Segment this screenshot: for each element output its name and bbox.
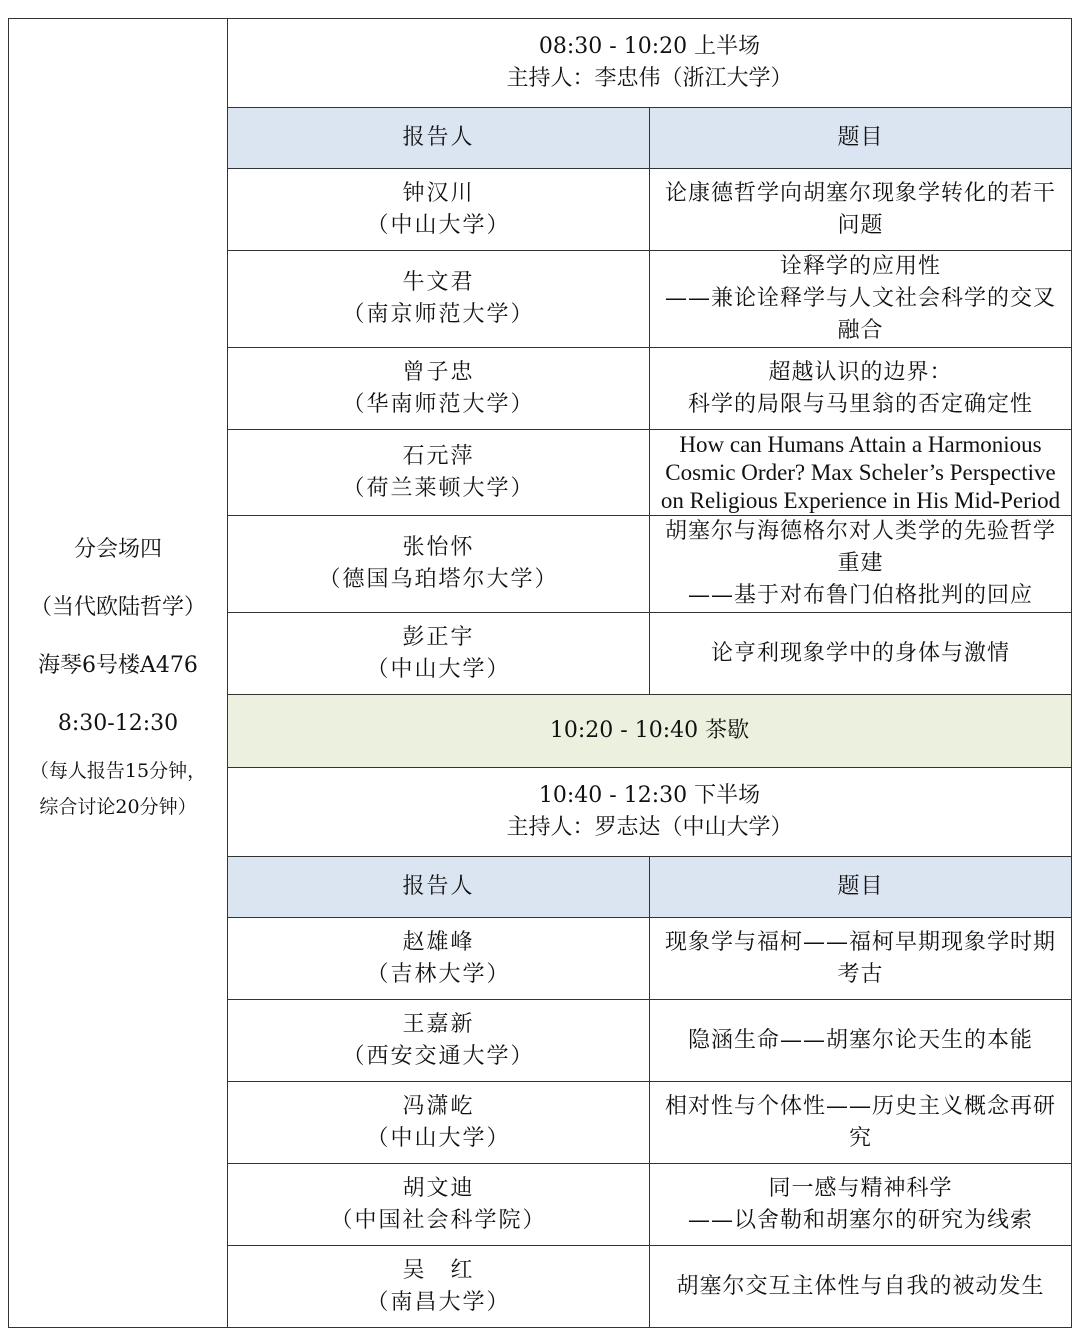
speaker-name: 曾子忠 <box>402 359 475 385</box>
topic-subtitle: ——以舍勒和胡塞尔的研究为线索 <box>687 1207 1033 1233</box>
speaker-cell <box>228 169 650 251</box>
topic-cell <box>650 516 1072 613</box>
speaker-name: 吴 红 <box>402 1257 475 1283</box>
venue-topic: （当代欧陆哲学） <box>29 595 206 620</box>
topic-title: 同一感与精神科学 <box>768 1175 953 1201</box>
venue-note-line2: 综合讨论20分钟） <box>39 796 197 818</box>
speaker-cell <box>228 613 650 695</box>
venue-time: 8:30-12:30 <box>57 711 179 736</box>
speaker-affiliation: （中山大学） <box>366 656 511 682</box>
speaker-name: 冯潇屹 <box>402 1093 475 1119</box>
venue-name: 分会场四 <box>73 537 162 562</box>
speaker-affiliation: （荷兰莱顿大学） <box>342 475 535 501</box>
speaker-cell <box>228 1246 650 1328</box>
topic-title: 论康德哲学向胡塞尔现象学转化的若干问题 <box>664 180 1056 238</box>
speaker-cell <box>228 1164 650 1246</box>
topic-cell <box>650 918 1072 1000</box>
tea-break: 10:20 - 10:40 茶歇 <box>228 695 1072 768</box>
topic-cell <box>650 348 1072 430</box>
speaker-cell <box>228 516 650 613</box>
topic-title: 隐涵生命——胡塞尔论天生的本能 <box>687 1027 1033 1053</box>
speaker-name: 钟汉川 <box>402 180 475 206</box>
topic-cell <box>650 613 1072 695</box>
speaker-cell <box>228 918 650 1000</box>
topic-cell <box>650 251 1072 348</box>
topic-title: 超越认识的边界： <box>768 359 953 385</box>
schedule-table <box>8 18 1072 1328</box>
venue-note-line1: （每人报告15分钟， <box>29 760 207 782</box>
topic-cell <box>650 1000 1072 1082</box>
topic-subtitle: ——兼论诠释学与人文社会科学的交叉融合 <box>664 286 1056 343</box>
session2-time: 10:40 - 12:30 下半场 <box>538 783 761 808</box>
topic-cell <box>650 1082 1072 1164</box>
speaker-name: 彭正宇 <box>402 624 475 650</box>
speaker-name: 赵雄峰 <box>402 929 475 955</box>
speaker-name: 石元萍 <box>402 443 475 469</box>
speaker-affiliation: （南京师范大学） <box>342 302 535 327</box>
venue-cell <box>9 19 228 1328</box>
topic-title: 论亨利现象学中的身体与激情 <box>710 640 1010 666</box>
topic-cell <box>650 430 1072 516</box>
speaker-name: 胡文迪 <box>402 1175 475 1201</box>
topic-subtitle: ——基于对布鲁门伯格批判的回应 <box>687 583 1033 608</box>
session2-host: 主持人：罗志达（中山大学） <box>506 815 793 840</box>
session2-info <box>228 768 1072 857</box>
session1-host: 主持人：李忠伟（浙江大学） <box>506 66 793 91</box>
topic-title: 现象学与福柯——福柯早期现象学时期考古 <box>664 929 1056 987</box>
topic-title: 相对性与个体性——历史主义概念再研究 <box>664 1093 1056 1151</box>
speaker-cell <box>228 251 650 348</box>
session1-time: 08:30 - 10:20 上半场 <box>538 34 761 59</box>
speaker-affiliation: （中山大学） <box>366 212 511 238</box>
speaker-affiliation: （西安交通大学） <box>342 1043 535 1069</box>
speaker-cell <box>228 1000 650 1082</box>
speaker-name: 王嘉新 <box>402 1011 475 1037</box>
speaker-column-header: 报告人 <box>228 857 650 918</box>
speaker-name: 张怡怀 <box>402 535 475 560</box>
speaker-affiliation: （德国乌珀塔尔大学） <box>318 567 559 592</box>
topic-cell <box>650 1246 1072 1328</box>
speaker-affiliation: （华南师范大学） <box>342 391 535 417</box>
speaker-affiliation: （吉林大学） <box>366 961 511 987</box>
topic-cell <box>650 169 1072 251</box>
venue-location: 海琴6号楼A476 <box>38 653 198 678</box>
topic-subtitle: 科学的局限与马里翁的否定确定性 <box>687 391 1033 417</box>
topic-column-header: 题目 <box>650 857 1072 918</box>
topic-title: 诠释学的应用性 <box>779 254 941 279</box>
speaker-cell <box>228 430 650 516</box>
speaker-cell <box>228 1082 650 1164</box>
topic-title: How can Humans Attain a Harmonious Cosmic Order? Max Scheler’s Perspective on Religious Experience in His Mid-Period <box>660 431 1061 513</box>
speaker-affiliation: （中国社会科学院） <box>330 1207 547 1233</box>
speaker-affiliation: （中山大学） <box>366 1125 511 1151</box>
speaker-affiliation: （南昌大学） <box>366 1289 511 1315</box>
speaker-name: 牛文君 <box>402 270 475 295</box>
topic-title: 胡塞尔与海德格尔对人类学的先验哲学重建 <box>664 519 1056 576</box>
speaker-column-header: 报告人 <box>228 108 650 169</box>
session1-header-row <box>9 19 1072 108</box>
speaker-cell <box>228 348 650 430</box>
topic-cell <box>650 1164 1072 1246</box>
topic-column-header: 题目 <box>650 108 1072 169</box>
session1-info <box>228 19 1072 108</box>
topic-title: 胡塞尔交互主体性与自我的被动发生 <box>676 1273 1045 1299</box>
